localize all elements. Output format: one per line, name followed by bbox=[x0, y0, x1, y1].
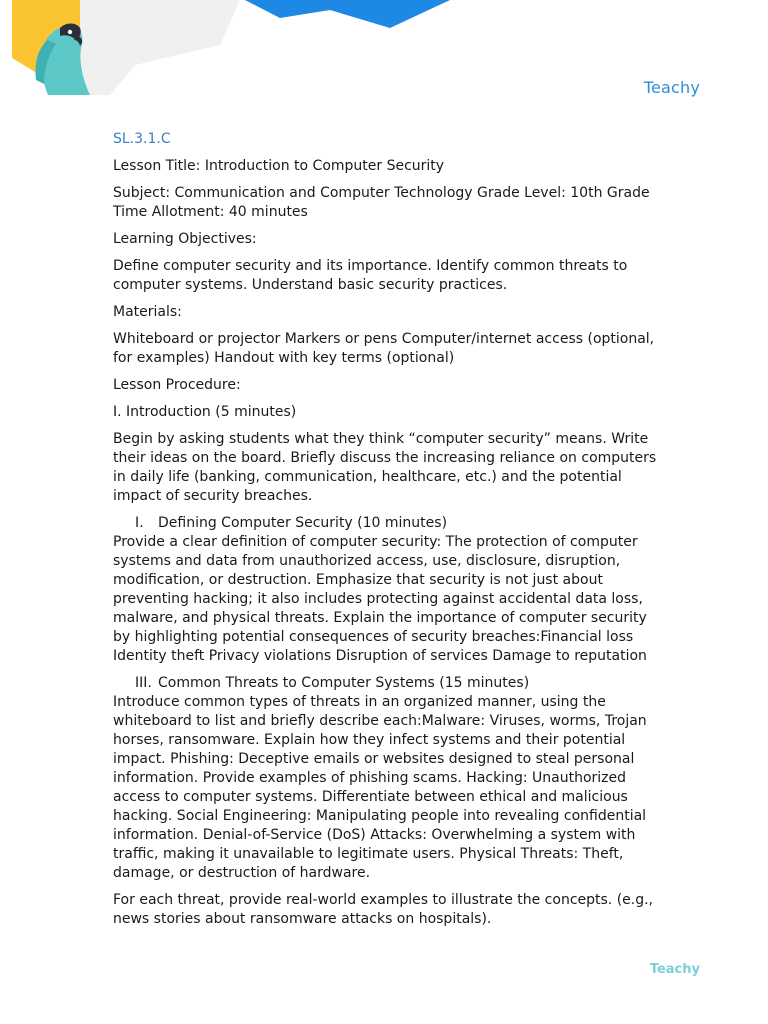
brand-name-header: Teachy bbox=[643, 78, 700, 97]
section-threats-text: Introduce common types of threats in an organized manner, using the whiteboard to list and briefly describe each:Malware: Viruses, worms, Trojan horses, ransomware. Explain how they infect systems and their potential impact. Phishing: Deceptive emails or websites designed to steal personal information. Provide examples of phishing scams. Hacking: Unauthorized access to computer systems. Differentiate between ethical and malicious hacking. Social Engineering: Manipulating people into revealing confidential information. Denial-of-Service (DoS) Attacks: Overwhelming a system with traffic, making it unavailable to legitimate users. Physical Threats: Theft, damage, or destruction of hardware. bbox=[113, 694, 647, 881]
lesson-title: Lesson Title: Introduction to Computer Security bbox=[113, 158, 445, 174]
section-defining-text: Provide a clear definition of computer security: The protection of computer systems and data from unauthorized access, use, disclosure, disruption, modification, or destruction. Emphasize that security is not just about preventing hacking; it also includes protecting against accidental data loss, malware, and physical threats. Explain the importance of computer security by highlighting potential consequences of security breaches:Financial loss Identity theft Privacy violations Disruption of services Damage to reputation bbox=[113, 534, 647, 664]
closing-text: For each threat, provide real-world examples to illustrate the concepts. (e.g., news stories about ransomware attacks on hospitals). bbox=[113, 892, 654, 927]
brand-name-footer: Teachy bbox=[649, 962, 700, 977]
blue-band-shape bbox=[245, 0, 450, 28]
gray-band-shape bbox=[60, 0, 240, 95]
procedure-label: Lesson Procedure: bbox=[113, 377, 241, 393]
section-defining-heading bbox=[113, 514, 658, 533]
standard-code: SL.3.1.C bbox=[113, 131, 171, 147]
materials-text: Whiteboard or projector Markers or pens Computer/internet access (optional, for examples) Handout with key terms (optional) bbox=[113, 331, 655, 366]
objectives-label: Learning Objectives: bbox=[113, 231, 257, 247]
section-threats-number: III. bbox=[135, 675, 152, 691]
subject-line: Subject: Communication and Computer Technology Grade Level: 10th Grade Time Allotment: 40 minutes bbox=[113, 185, 650, 220]
lesson-plan-body bbox=[113, 130, 658, 937]
section-threats-title: Common Threats to Computer Systems (15 minutes) bbox=[158, 675, 530, 691]
section-threats-heading bbox=[113, 674, 658, 693]
objectives-text: Define computer security and its importance. Identify common threats to computer systems. Understand basic security practices. bbox=[113, 258, 628, 293]
section-defining-number: I. bbox=[135, 515, 144, 531]
intro-heading: I. Introduction (5 minutes) bbox=[113, 404, 297, 420]
materials-label: Materials: bbox=[113, 304, 182, 320]
intro-text: Begin by asking students what they think “computer security” means. Write their ideas on the board. Briefly discuss the increasing reliance on computers in daily life (banking, communication, healthcare, etc.) and the potential impact of security breaches. bbox=[113, 431, 657, 504]
section-defining-title: Defining Computer Security (10 minutes) bbox=[158, 515, 448, 531]
